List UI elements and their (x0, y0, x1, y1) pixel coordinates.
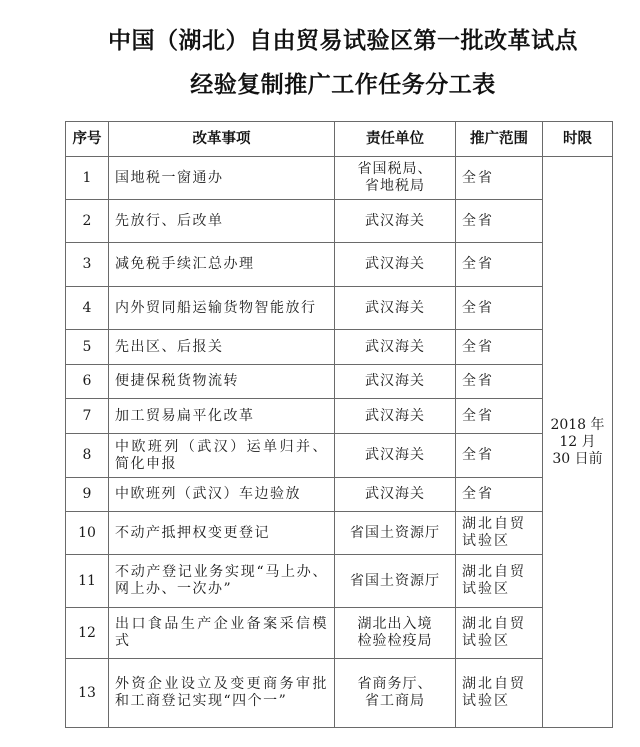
document-title-line1: 中国（湖北）自由贸易试验区第一批改革试点 (108, 28, 578, 54)
promotion-scope: 湖北自贸 试验区 (456, 555, 543, 608)
header-responsible-unit: 责任单位 (335, 122, 456, 157)
promotion-scope: 全省 (456, 287, 543, 330)
table-row (66, 365, 613, 399)
row-number: 2 (66, 200, 109, 243)
promotion-scope: 全省 (456, 434, 543, 478)
reform-item: 出口食品生产企业备案采信模式 (109, 608, 335, 659)
row-number: 9 (66, 478, 109, 512)
row-number: 6 (66, 365, 109, 399)
row-number: 3 (66, 243, 109, 287)
responsible-unit: 省国税局、 省地税局 (335, 157, 456, 200)
responsible-unit: 湖北出入境 检验检疫局 (335, 608, 456, 659)
header-promotion-scope: 推广范围 (456, 122, 543, 157)
table-row (66, 399, 613, 434)
row-number: 5 (66, 330, 109, 365)
reform-item: 加工贸易扁平化改革 (109, 399, 335, 434)
responsible-unit: 武汉海关 (335, 243, 456, 287)
promotion-scope: 湖北自贸 试验区 (456, 659, 543, 728)
table-row (66, 287, 613, 330)
reform-item: 国地税一窗通办 (109, 157, 335, 200)
table-row (66, 608, 613, 659)
document-title-line2: 经验复制推广工作任务分工表 (190, 72, 496, 98)
table-row (66, 243, 613, 287)
reform-item: 便捷保税货物流转 (109, 365, 335, 399)
responsible-unit: 武汉海关 (335, 200, 456, 243)
header-reform-item: 改革事项 (109, 122, 335, 157)
row-number: 11 (66, 555, 109, 608)
reform-item: 减免税手续汇总办理 (109, 243, 335, 287)
row-number: 1 (66, 157, 109, 200)
responsible-unit: 省国土资源厅 (335, 555, 456, 608)
table-row (66, 434, 613, 478)
responsible-unit: 武汉海关 (335, 365, 456, 399)
table-header-row (66, 122, 613, 157)
promotion-scope: 全省 (456, 330, 543, 365)
row-number: 7 (66, 399, 109, 434)
table-row (66, 555, 613, 608)
deadline-year: 2018 年 (550, 416, 605, 433)
promotion-scope: 湖北自贸 试验区 (456, 512, 543, 555)
table-row (66, 157, 613, 200)
table-row (66, 659, 613, 728)
table-row (66, 200, 613, 243)
reform-item: 中欧班列（武汉）车边验放 (109, 478, 335, 512)
header-deadline: 时限 (543, 122, 613, 157)
deadline-month: 12 月 (559, 433, 596, 450)
reform-item: 不动产抵押权变更登记 (109, 512, 335, 555)
responsible-unit: 省国土资源厅 (335, 512, 456, 555)
row-number: 10 (66, 512, 109, 555)
task-assignment-table (65, 121, 613, 728)
responsible-unit: 武汉海关 (335, 399, 456, 434)
deadline-day: 30 日前 (552, 450, 603, 467)
responsible-unit: 武汉海关 (335, 434, 456, 478)
table-row (66, 512, 613, 555)
promotion-scope: 全省 (456, 478, 543, 512)
row-number: 12 (66, 608, 109, 659)
table-row (66, 330, 613, 365)
row-number: 8 (66, 434, 109, 478)
promotion-scope: 全省 (456, 243, 543, 287)
reform-item: 先放行、后改单 (109, 200, 335, 243)
responsible-unit: 武汉海关 (335, 330, 456, 365)
deadline-cell (543, 157, 613, 728)
promotion-scope: 全省 (456, 200, 543, 243)
reform-item: 外资企业设立及变更商务审批和工商登记实现“四个一” (109, 659, 335, 728)
row-number: 4 (66, 287, 109, 330)
promotion-scope: 全省 (456, 157, 543, 200)
responsible-unit: 武汉海关 (335, 287, 456, 330)
reform-item: 先出区、后报关 (109, 330, 335, 365)
responsible-unit: 省商务厅、 省工商局 (335, 659, 456, 728)
promotion-scope: 湖北自贸 试验区 (456, 608, 543, 659)
header-serial-number: 序号 (66, 122, 109, 157)
reform-item: 不动产登记业务实现“马上办、网上办、一次办” (109, 555, 335, 608)
promotion-scope: 全省 (456, 399, 543, 434)
responsible-unit: 武汉海关 (335, 478, 456, 512)
reform-item: 中欧班列（武汉）运单归并、简化申报 (109, 434, 335, 478)
reform-item: 内外贸同船运输货物智能放行 (109, 287, 335, 330)
promotion-scope: 全省 (456, 365, 543, 399)
row-number: 13 (66, 659, 109, 728)
table-row (66, 478, 613, 512)
